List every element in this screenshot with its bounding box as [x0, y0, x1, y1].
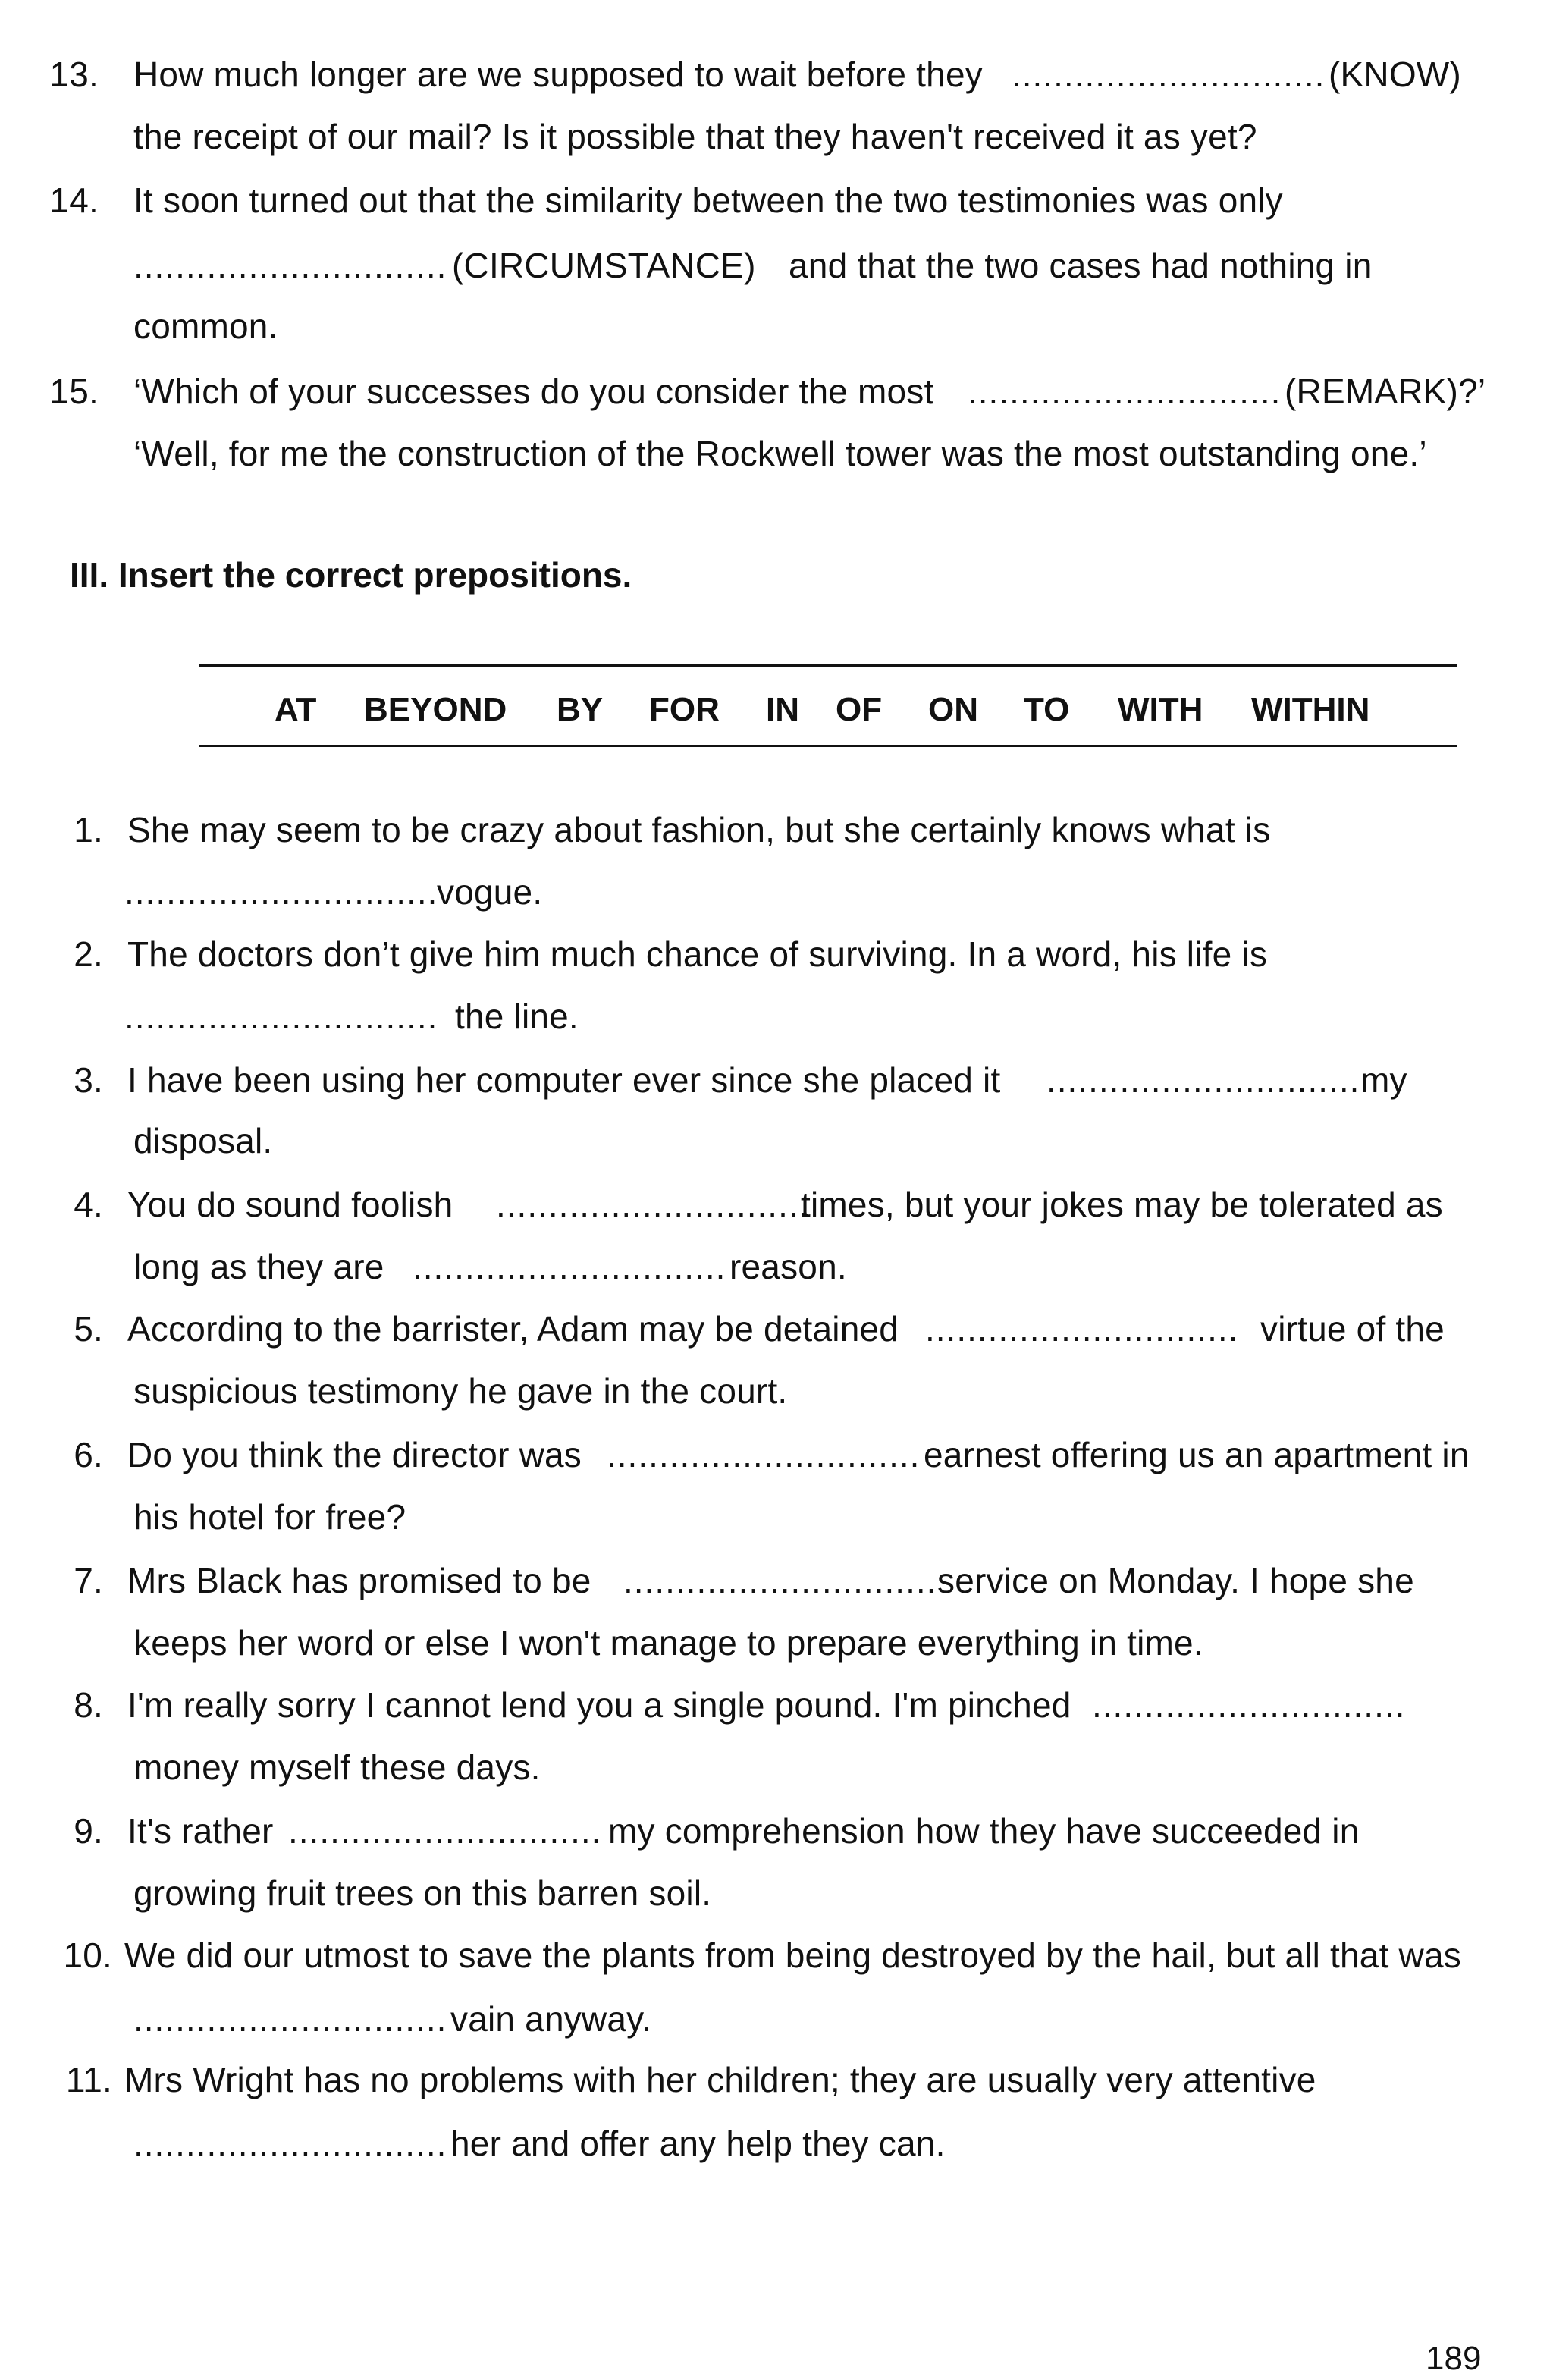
item-text: disposal. — [133, 1121, 273, 1160]
answer-blank[interactable]: .............................. — [288, 1811, 602, 1851]
item-number: 10. — [63, 1936, 112, 1975]
item-number: 6. — [74, 1435, 103, 1474]
item-text: his hotel for free? — [133, 1497, 406, 1537]
answer-blank[interactable]: .............................. — [607, 1435, 921, 1474]
item-text: The doctors don’t give him much chance of surviving. In a word, his life is — [127, 934, 1268, 974]
item-number: 15. — [49, 372, 99, 411]
answer-blank[interactable]: .............................. — [133, 1999, 447, 2039]
item-text: Do you think the director was — [127, 1435, 582, 1474]
item-text: We did our utmost to save the plants from being destroyed by the hail, but all that was — [124, 1936, 1461, 1975]
answer-blank[interactable]: .............................. — [413, 1247, 726, 1286]
item-number: 11. — [65, 2060, 112, 2099]
item-text: virtue of the — [1260, 1309, 1445, 1349]
item-text: vain anyway. — [450, 1999, 651, 2039]
item-text: It's rather — [127, 1811, 274, 1851]
word-bank-bottom-rule — [199, 745, 1457, 747]
answer-blank[interactable]: .............................. — [133, 246, 447, 285]
item-text: my comprehension how they have succeeded in — [608, 1811, 1360, 1851]
answer-blank[interactable]: .............................. — [124, 997, 438, 1036]
item-number: 8. — [74, 1685, 103, 1725]
item-number: 5. — [74, 1309, 103, 1349]
page-number: 189 — [1426, 2340, 1482, 2377]
item-text: the receipt of our mail? Is it possible that they haven't received it as yet? — [133, 117, 1257, 156]
item-text: vogue. — [437, 872, 543, 912]
item-text: times, but your jokes may be tolerated as — [801, 1185, 1443, 1224]
word-cue: (REMARK)?’ — [1285, 372, 1486, 411]
item-text: ‘Which of your successes do you consider the most — [133, 372, 934, 411]
word-bank-item: AT — [275, 691, 317, 728]
item-text: You do sound foolish — [127, 1185, 453, 1224]
item-text: and that the two cases had nothing in — [789, 246, 1373, 285]
answer-blank[interactable]: .............................. — [968, 372, 1282, 411]
word-bank-item: TO — [1024, 691, 1070, 728]
answer-blank[interactable]: .............................. — [496, 1185, 810, 1224]
answer-blank[interactable]: .............................. — [1092, 1685, 1406, 1725]
word-cue: (KNOW) — [1329, 55, 1461, 94]
item-text: Mrs Black has promised to be — [127, 1561, 591, 1600]
item-text: Mrs Wright has no problems with her children; they are usually very attentive — [124, 2060, 1316, 2099]
word-bank-item: WITHIN — [1251, 691, 1370, 728]
item-text: the line. — [455, 997, 579, 1036]
word-bank-item: WITH — [1118, 691, 1203, 728]
section-heading: III. Insert the correct prepositions. — [70, 555, 632, 595]
item-text: her and offer any help they can. — [450, 2124, 946, 2163]
answer-blank[interactable]: .............................. — [133, 2124, 447, 2163]
word-bank-item: BEYOND — [364, 691, 507, 728]
item-text: How much longer are we supposed to wait before they — [133, 55, 983, 94]
word-bank-item: FOR — [649, 691, 720, 728]
item-text: service on Monday. I hope she — [937, 1561, 1414, 1600]
item-text: According to the barrister, Adam may be detained — [127, 1309, 899, 1349]
item-number: 2. — [74, 934, 103, 974]
item-text: It soon turned out that the similarity between the two testimonies was only — [133, 181, 1283, 220]
item-number: 14. — [49, 181, 99, 220]
item-text: reason. — [729, 1247, 847, 1286]
word-bank-item: BY — [557, 691, 604, 728]
item-number: 9. — [74, 1811, 103, 1851]
item-number: 7. — [74, 1561, 103, 1600]
answer-blank[interactable]: .............................. — [124, 872, 438, 912]
word-bank-item: OF — [836, 691, 883, 728]
word-bank-item: IN — [766, 691, 799, 728]
item-text: my — [1360, 1060, 1407, 1100]
item-text: growing fruit trees on this barren soil. — [133, 1873, 712, 1913]
item-text: I have been using her computer ever since she placed it — [127, 1060, 1001, 1100]
item-text: money myself these days. — [133, 1747, 541, 1787]
item-text: long as they are — [133, 1247, 384, 1286]
item-text: She may seem to be crazy about fashion, but she certainly knows what is — [127, 810, 1271, 849]
answer-blank[interactable]: .............................. — [1012, 55, 1326, 94]
word-bank — [199, 687, 1457, 733]
answer-blank[interactable]: .............................. — [623, 1561, 937, 1600]
word-cue: (CIRCUMSTANCE) — [452, 246, 756, 285]
item-number: 3. — [74, 1060, 103, 1100]
item-number: 1. — [74, 810, 103, 849]
item-text: suspicious testimony he gave in the court. — [133, 1371, 788, 1411]
item-number: 4. — [74, 1185, 103, 1224]
answer-blank[interactable]: .............................. — [1046, 1060, 1360, 1100]
answer-blank[interactable]: .............................. — [925, 1309, 1239, 1349]
item-text: ‘Well, for me the construction of the Rockwell tower was the most outstanding one.’ — [133, 434, 1427, 473]
item-text: common. — [133, 306, 278, 346]
word-bank-item: ON — [928, 691, 978, 728]
item-number: 13. — [49, 55, 99, 94]
item-text: I'm really sorry I cannot lend you a single pound. I'm pinched — [127, 1685, 1071, 1725]
item-text: keeps her word or else I won't manage to prepare everything in time. — [133, 1623, 1203, 1663]
item-text: earnest offering us an apartment in — [924, 1435, 1470, 1474]
word-bank-top-rule — [199, 664, 1457, 667]
